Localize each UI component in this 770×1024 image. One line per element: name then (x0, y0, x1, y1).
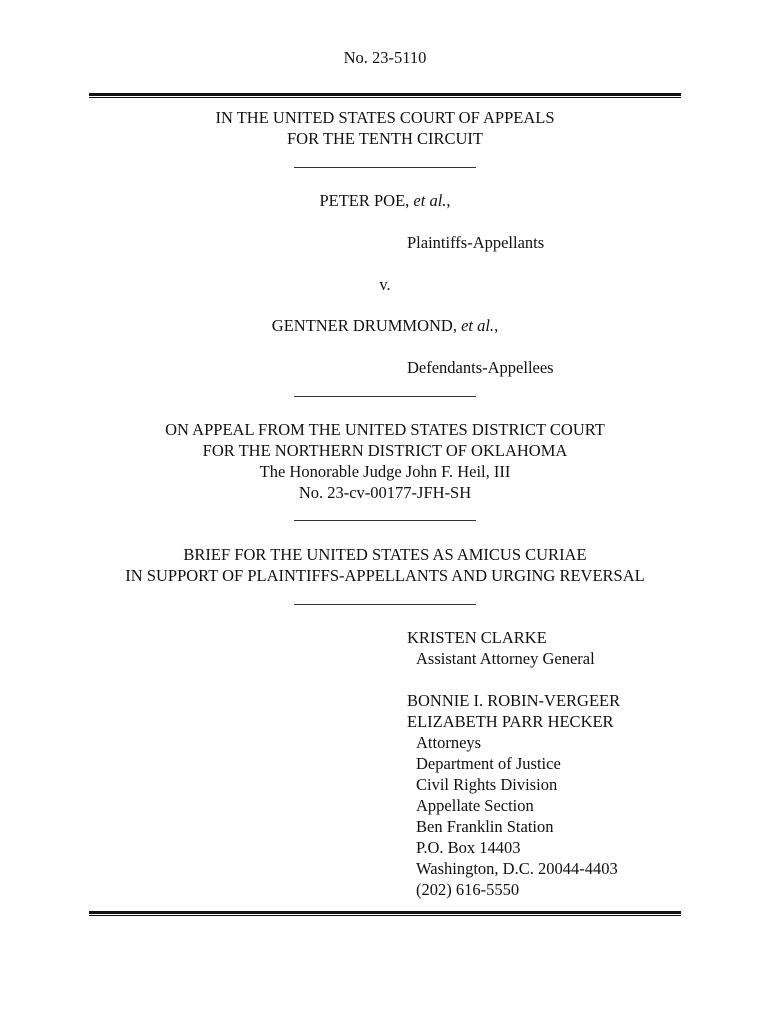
plaintiff-comma: , (446, 191, 451, 210)
separator-4 (294, 604, 476, 605)
brief-title-line-1: BRIEF FOR THE UNITED STATES AS AMICUS CURIAE (183, 545, 587, 564)
address-line: Civil Rights Division (416, 775, 558, 794)
counsel-title-1: Assistant Attorney General (416, 649, 595, 668)
versus: v. (379, 275, 391, 294)
brief-title-line-2: IN SUPPORT OF PLAINTIFFS-APPELLANTS AND URGING REVERSAL (125, 566, 645, 585)
address-line: Appellate Section (416, 796, 534, 815)
plaintiff-role: Plaintiffs-Appellants (407, 233, 545, 252)
address-line: Attorneys (416, 733, 482, 752)
docket-number: No. 23-cv-00177-JFH-SH (298, 483, 472, 502)
address-line: Ben Franklin Station (416, 817, 554, 836)
plaintiff-caption (0, 190, 770, 211)
top-double-rule (89, 93, 681, 98)
plaintiff-et-al: et al. (413, 191, 447, 210)
defendant-comma: , (494, 316, 499, 335)
counsel-name-2: BONNIE I. ROBIN-VERGEER (407, 691, 621, 710)
defendant-caption (0, 315, 770, 336)
separator-3 (294, 520, 476, 521)
counsel-name-3: ELIZABETH PARR HECKER (407, 712, 614, 731)
address-line: Washington, D.C. 20044-4403 (416, 859, 618, 878)
appeal-line-2: FOR THE NORTHERN DISTRICT OF OKLAHOMA (202, 441, 568, 460)
separator-1 (294, 167, 476, 168)
defendant-et-al: et al. (461, 316, 495, 335)
address-line: P.O. Box 14403 (416, 838, 521, 857)
separator-2 (294, 396, 476, 397)
judge-line: The Honorable Judge John F. Heil, III (259, 462, 511, 481)
address-line: Department of Justice (416, 754, 561, 773)
case-number: No. 23-5110 (343, 48, 427, 67)
defendant-role: Defendants-Appellees (407, 358, 554, 377)
court-line-1: IN THE UNITED STATES COURT OF APPEALS (215, 108, 555, 127)
court-line-2: FOR THE TENTH CIRCUIT (286, 129, 484, 148)
counsel-name-1: KRISTEN CLARKE (407, 628, 547, 647)
address-line: (202) 616-5550 (416, 880, 520, 899)
appeal-line-1: ON APPEAL FROM THE UNITED STATES DISTRICT COURT (165, 420, 605, 439)
defendant-name: GENTNER DRUMMOND, (271, 316, 462, 335)
plaintiff-name: PETER POE, (319, 191, 414, 210)
bottom-double-rule (89, 911, 681, 916)
counsel-address-block (416, 732, 618, 900)
